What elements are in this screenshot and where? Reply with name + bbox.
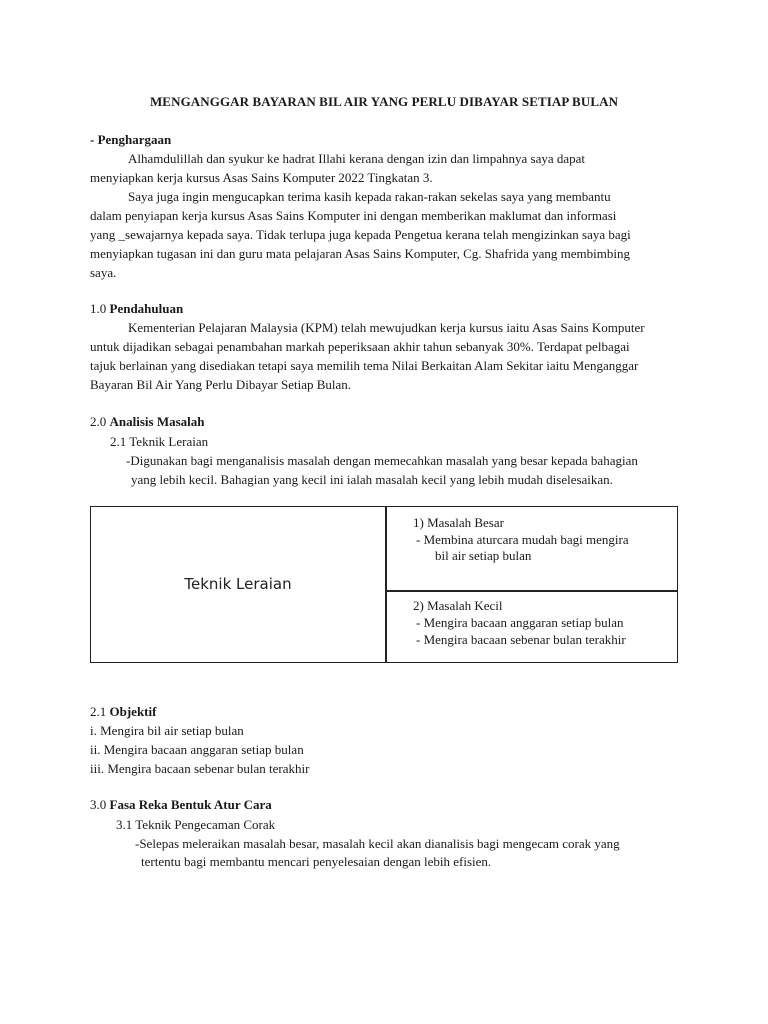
pendahuluan-line: Bayaran Bil Air Yang Perlu Dibayar Setiap Bulan. bbox=[90, 377, 352, 392]
objektif-item: iii. Mengira bacaan sebenar bulan terakhir bbox=[90, 761, 310, 776]
penghargaan-line: yang _sewajarnya kepada saya. Tidak terlupa juga kepada Pengetua kerana telah mengizinkan saya bagi bbox=[90, 227, 631, 242]
table-horizontal-divider bbox=[385, 590, 677, 592]
leraian-table bbox=[90, 506, 678, 663]
table-left-title: Teknik Leraian bbox=[184, 575, 292, 593]
pendahuluan-heading bbox=[90, 299, 183, 318]
fasa-line: -Selepas meleraikan masalah besar, masalah kecil akan dianalisis bagi mengecam corak yang bbox=[135, 836, 620, 851]
penghargaan-line: dalam penyiapan kerja kursus Asas Sains Komputer ini dengan memberikan maklumat dan informasi bbox=[90, 208, 617, 223]
pendahuluan-line: Kementerian Pelajaran Malaysia (KPM) telah mewujudkan kerja kursus iaitu Asas Sains Komputer bbox=[128, 320, 645, 335]
table-cell-line: bil air setiap bulan bbox=[435, 548, 532, 563]
penghargaan-heading: - Penghargaan bbox=[90, 132, 172, 147]
objektif-heading bbox=[90, 702, 156, 721]
section-number: 3.0 bbox=[90, 797, 110, 812]
objektif-item: i. Mengira bil air setiap bulan bbox=[90, 723, 244, 738]
fasa-line: tertentu bagi membantu mencari penyelesaian dengan lebih efisien. bbox=[141, 854, 492, 869]
table-cell-line: 1) Masalah Besar bbox=[413, 515, 504, 530]
pendahuluan-line: tajuk berlainan yang disediakan tetapi saya memilih tema Nilai Berkaitan Alam Sekitar iaitu Menganggar bbox=[90, 358, 639, 373]
table-cell-line: - Mengira bacaan sebenar bulan terakhir bbox=[416, 632, 626, 647]
document-title: MENGANGGAR BAYARAN BIL AIR YANG PERLU DIBAYAR SETIAP BULAN bbox=[149, 94, 619, 109]
penghargaan-line: saya. bbox=[90, 265, 117, 280]
penghargaan-line: Alhamdulillah dan syukur ke hadrat Illahi kerana dengan izin dan limpahnya saya dapat bbox=[128, 151, 586, 166]
section-heading-text: Fasa Reka Bentuk Atur Cara bbox=[109, 797, 272, 812]
pendahuluan-line: untuk dijadikan sebagai penambahan markah peperiksaan akhir tahun sebanyak 30%. Terdapat pelbagai bbox=[90, 339, 630, 354]
penghargaan-line: Saya juga ingin mengucapkan terima kasih kepada rakan-rakan sekelas saya yang membantu bbox=[128, 189, 611, 204]
penghargaan-line: menyiapkan tugasan ini dan guru mata pelajaran Asas Sains Komputer, Cg. Shafrida yang membimbing bbox=[90, 246, 630, 261]
analisis-line: yang lebih kecil. Bahagian yang kecil ini ialah masalah kecil yang lebih mudah diselesaikan. bbox=[131, 472, 613, 487]
table-cell-line: - Membina aturcara mudah bagi mengira bbox=[416, 532, 629, 547]
fasa-heading bbox=[90, 795, 272, 814]
section-number: 1.0 bbox=[90, 301, 110, 316]
section-number: 2.1 bbox=[90, 704, 110, 719]
section-heading-text: Pendahuluan bbox=[109, 301, 184, 316]
table-vertical-divider bbox=[385, 507, 387, 662]
fasa-subheading: 3.1 Teknik Pengecaman Corak bbox=[116, 817, 276, 832]
table-cell-line: - Mengira bacaan anggaran setiap bulan bbox=[416, 615, 624, 630]
objektif-item: ii. Mengira bacaan anggaran setiap bulan bbox=[90, 742, 304, 757]
section-heading-text: Objektif bbox=[109, 704, 157, 719]
section-number: 2.0 bbox=[90, 414, 110, 429]
table-cell-line: 2) Masalah Kecil bbox=[413, 598, 503, 613]
analisis-line: -Digunakan bagi menganalisis masalah dengan memecahkan masalah yang besar kepada bahagian bbox=[126, 453, 638, 468]
analisis-subheading: 2.1 Teknik Leraian bbox=[110, 434, 209, 449]
section-heading-text: Analisis Masalah bbox=[109, 414, 205, 429]
analisis-heading bbox=[90, 412, 205, 431]
penghargaan-line: menyiapkan kerja kursus Asas Sains Komputer 2022 Tingkatan 3. bbox=[90, 170, 433, 185]
